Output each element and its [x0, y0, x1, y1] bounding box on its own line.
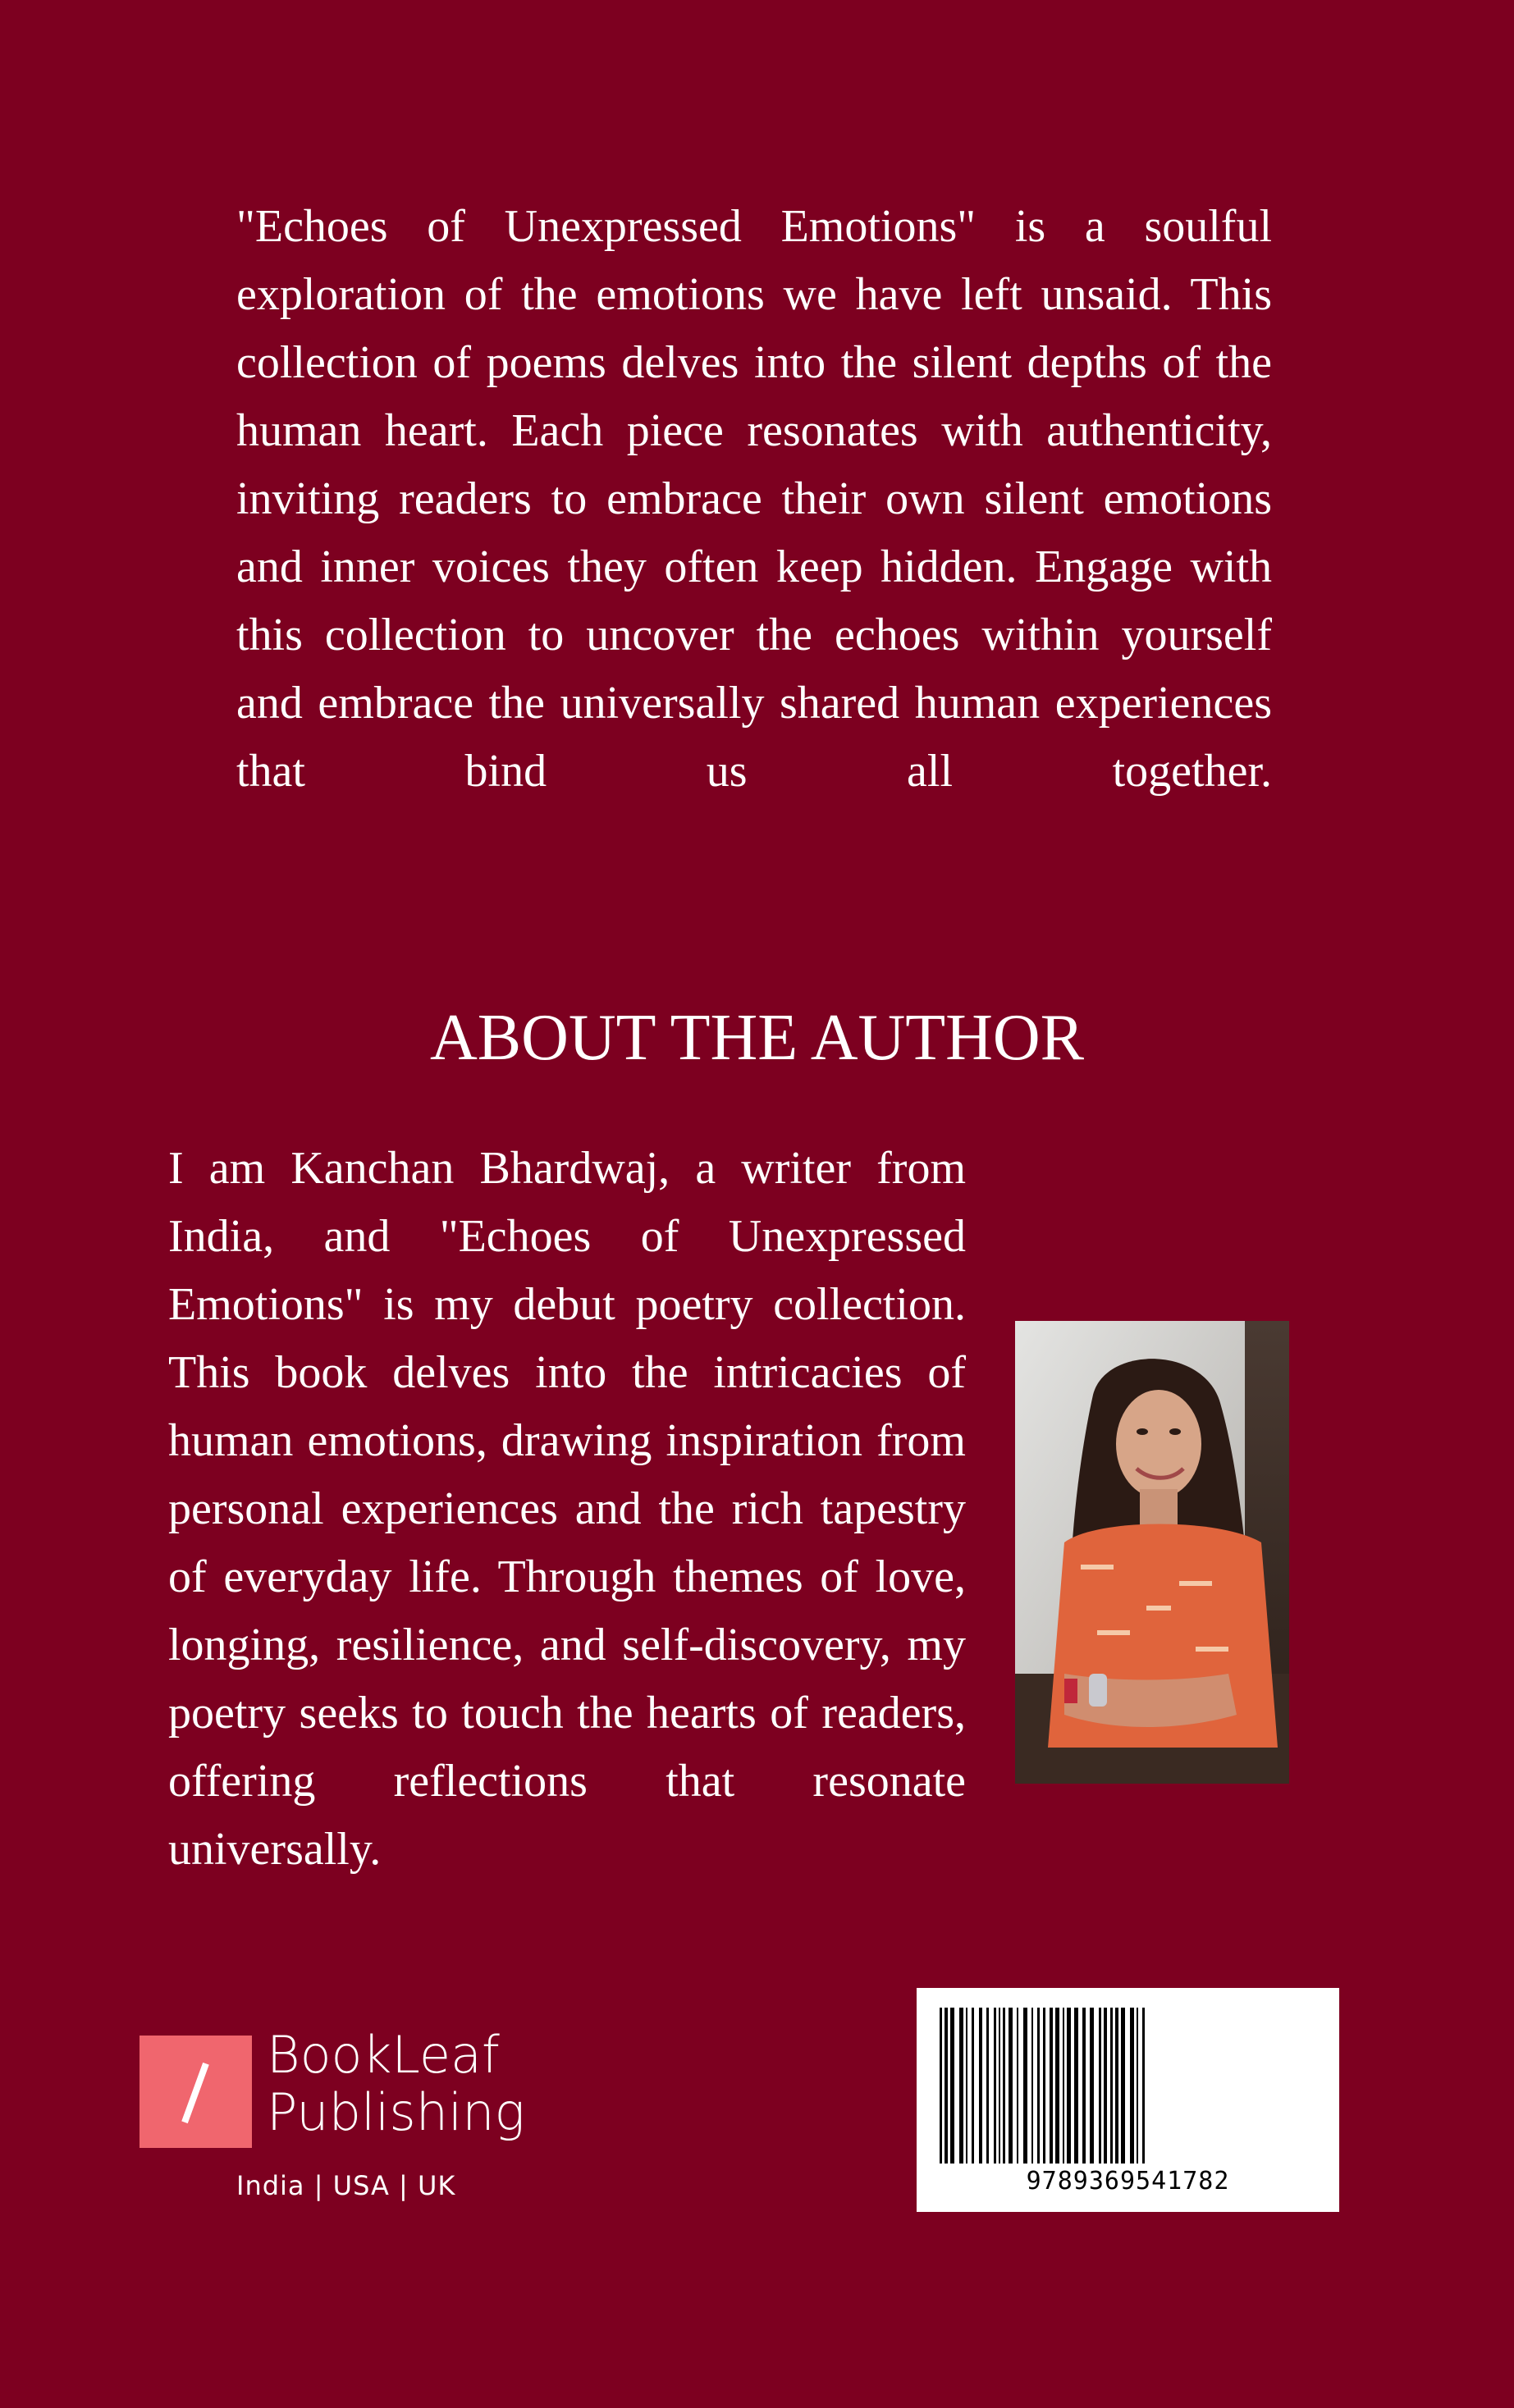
barcode-bar: [1017, 2008, 1018, 2164]
barcode-bar: [940, 2008, 942, 2164]
barcode-bar: [1063, 2008, 1064, 2164]
barcode-bar: [966, 2008, 967, 2164]
barcode-bar: [1130, 2008, 1134, 2164]
barcode-bar: [1082, 2008, 1086, 2164]
barcode-bar: [1099, 2008, 1101, 2164]
barcode-bar: [1110, 2008, 1113, 2164]
barcode-bar: [1050, 2008, 1053, 2164]
barcode-bar: [986, 2008, 989, 2164]
barcode-bar: [1137, 2008, 1138, 2164]
about-author-heading: ABOUT THE AUTHOR: [429, 1002, 1085, 1074]
isbn-barcode: [917, 1988, 1339, 2212]
barcode-bar: [1031, 2008, 1033, 2164]
barcode-bar: [1055, 2008, 1059, 2164]
barcode-bar: [1009, 2008, 1013, 2164]
publisher-logo-mark: [140, 2036, 252, 2148]
back-cover-blurb: "Echoes of Unexpressed Emotions" is a soulful exploration of the emotions we have left unsaid. This collection of poems delves into the silent depths of the human heart. Each piece resonates with authenticity, inviting readers to embrace their own silent emotions and inner voices they often keep hidden. Engage with this collection to uncover the echoes within yourself and embrace the universally shared human experiences that bind us all together.: [236, 201, 1272, 797]
barcode-bars: [940, 2008, 1316, 2164]
barcode-bar: [959, 2008, 963, 2164]
barcode-bar: [1023, 2008, 1027, 2164]
barcode-bar: [1090, 2008, 1094, 2164]
barcode-bar: [945, 2008, 948, 2164]
barcode-bar: [950, 2008, 954, 2164]
barcode-bar: [1104, 2008, 1107, 2164]
barcode-bar: [972, 2008, 974, 2164]
publisher-name-line2: Publishing: [267, 2082, 525, 2142]
barcode-bar: [1115, 2008, 1118, 2164]
publisher-name-line1: BookLeaf: [267, 2025, 500, 2085]
barcode-bar: [979, 2008, 982, 2164]
author-photo: [1015, 1321, 1289, 1784]
barcode-bar: [999, 2008, 1000, 2164]
author-bio: I am Kanchan Bhardwaj, a writer from India, and "Echoes of Unexpressed Emotions" is my debut poetry collection. This book delves into the intricacies of human emotions, drawing inspiration from personal experiences and the rich tapestry of everyday life. Through themes of love, longing, resilience, and self-discovery, my poetry seeks to touch the hearts of readers, offering reflections that resonate universally.: [168, 1143, 966, 1875]
barcode-bar: [1003, 2008, 1005, 2164]
isbn-number: 9789369541782: [1026, 2167, 1230, 2196]
barcode-bar: [1142, 2008, 1145, 2164]
barcode-bar: [1043, 2008, 1045, 2164]
barcode-bar: [1121, 2008, 1125, 2164]
barcode-bar: [1074, 2008, 1078, 2164]
publisher-regions: India | USA | UK: [236, 2170, 456, 2201]
barcode-bar: [994, 2008, 996, 2164]
publisher-logo-text: [267, 2026, 525, 2141]
slash-icon: [181, 2063, 209, 2123]
barcode-bar: [1067, 2008, 1071, 2164]
barcode-bar: [1037, 2008, 1040, 2164]
